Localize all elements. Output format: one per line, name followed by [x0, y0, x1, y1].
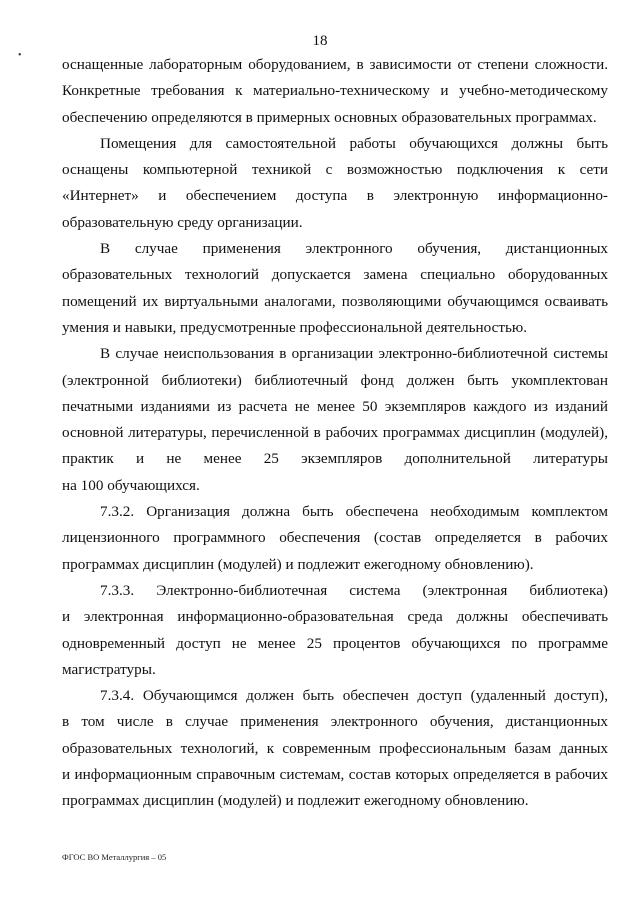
text-line: 7.3.4. Обучающимся должен быть обеспечен доступ (удаленный доступ),	[100, 687, 608, 705]
text-line: практик и не менее 25 экземпляров дополнительной литературы	[62, 450, 608, 468]
text-line: печатными изданиями из расчета не менее 50 экземпляров каждого из изданий	[62, 397, 608, 415]
text-line: одновременный доступ не менее 25 процентов обучающихся по программе	[62, 634, 608, 652]
paragraph	[62, 578, 608, 683]
text-line: 7.3.3. Электронно-библиотечная система (электронная библиотека)	[100, 581, 608, 599]
text-line: основной литературы, перечисленной в рабочих программах дисциплин (модулей),	[62, 424, 608, 442]
document-footer: ФГОС ВО Металлургия – 05	[62, 852, 167, 862]
page-number: 18	[312, 33, 328, 49]
text-line: магистратуры.	[62, 660, 156, 678]
text-line: В случае применения электронного обучения, дистанционных	[100, 240, 608, 258]
text-line: Конкретные требования к материально-техническому и учебно-методическому	[62, 82, 608, 100]
text-line: и электронная информационно-образовательная среда должны обеспечивать	[62, 608, 608, 626]
text-line: помещений их виртуальными аналогами, позволяющими обучающимся осваивать	[62, 292, 608, 310]
margin-mark: •	[18, 50, 22, 61]
text-line: оснащенные лабораторным оборудованием, в зависимости от степени сложности.	[62, 56, 608, 73]
text-line: оснащены компьютерной техникой с возможностью подключения к сети	[62, 161, 608, 179]
text-line: образовательных технологий допускается замена специально оборудованных	[62, 266, 608, 284]
text-line: в том числе в случае применения электронного обучения, дистанционных	[62, 713, 608, 731]
text-line: программах дисциплин (модулей) и подлежит ежегодному обновлению).	[62, 555, 534, 573]
text-line: программах дисциплин (модулей) и подлежит ежегодному обновлению.	[62, 792, 529, 810]
text-line: умения и навыки, предусмотренные профессиональной деятельностью.	[62, 318, 528, 336]
paragraph	[62, 52, 608, 131]
text-line: 7.3.2. Организация должна быть обеспечена необходимым комплектом	[100, 503, 608, 521]
text-line: и информационным справочным системам, состав которых определяется в рабочих	[62, 766, 608, 784]
text-line: «Интернет» и обеспечением доступа в электронную информационно-	[62, 187, 608, 205]
paragraph	[62, 341, 608, 499]
text-line: образовательную среду организации.	[62, 213, 303, 231]
text-line: (электронной библиотеки) библиотечный фонд должен быть укомплектован	[62, 371, 608, 389]
text-line: лицензионного программного обеспечения (состав определяется в рабочих	[62, 529, 608, 547]
body-text	[62, 52, 608, 815]
text-line: обеспечению определяются в примерных основных образовательных программах.	[62, 108, 597, 126]
paragraph	[62, 499, 608, 578]
paragraph	[62, 236, 608, 341]
paragraph	[62, 131, 608, 236]
paragraph	[62, 683, 608, 814]
text-line: В случае неиспользования в организации электронно-библиотечной системы	[100, 345, 608, 363]
text-line: Помещения для самостоятельной работы обучающихся должны быть	[100, 134, 608, 152]
text-line: на 100 обучающихся.	[62, 476, 200, 494]
text-line: образовательных технологий, к современным профессиональным базам данных	[62, 739, 608, 757]
